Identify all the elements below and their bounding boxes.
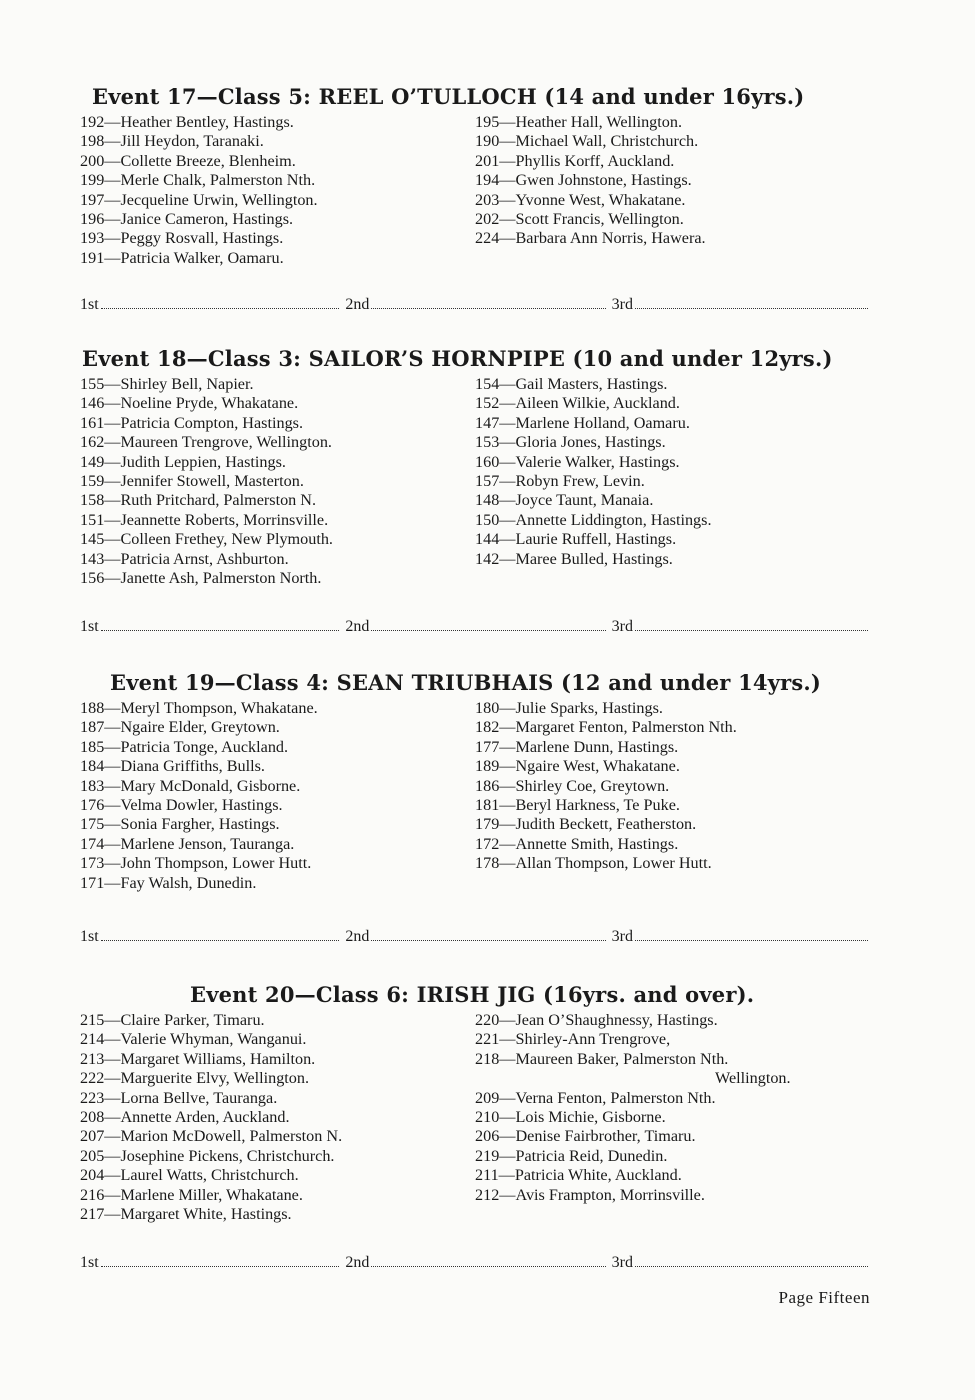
list-item: 152—Aileen Wilkie, Auckland. bbox=[475, 394, 680, 413]
list-item: 215—Claire Parker, Timaru. bbox=[80, 1011, 265, 1029]
list-item: 196—Janice Cameron, Hastings. bbox=[80, 210, 294, 229]
list-item: 214—Valerie Whyman, Wanganui. bbox=[80, 1030, 307, 1049]
list-item: 172—Annette Smith, Hastings. bbox=[475, 834, 679, 853]
event-title: Event 18—Class 3: SAILOR’S HORNPIPE (10 and under 12yrs.) bbox=[82, 346, 833, 371]
entry-columns bbox=[80, 1011, 870, 1224]
list-item: 175—Sonia Fargher, Hastings. bbox=[80, 815, 280, 834]
placing-second: 2nd bbox=[341, 296, 607, 318]
list-item: 178—Allan Thompson, Lower Hutt. bbox=[475, 854, 712, 873]
list-item: 218—Maureen Baker, Palmerston Nth. bbox=[475, 1049, 729, 1068]
placing-second: 2nd bbox=[341, 618, 607, 640]
list-item: 208—Annette Arden, Auckland. bbox=[80, 1108, 290, 1127]
list-item: 173—John Thompson, Lower Hutt. bbox=[80, 854, 312, 873]
list-item: 189—Ngaire West, Whakatane. bbox=[475, 757, 680, 776]
entry-columns bbox=[80, 113, 870, 268]
list-item: 181—Beryl Harkness, Te Puke. bbox=[475, 796, 680, 815]
list-item: 220—Jean O’Shaughnessy, Hastings. bbox=[475, 1011, 718, 1029]
entry-list-left bbox=[80, 1011, 475, 1224]
list-item: 198—Jill Heydon, Taranaki. bbox=[80, 132, 264, 151]
page-number: Page Fifteen bbox=[778, 1288, 870, 1307]
list-item: 210—Lois Michie, Gisborne. bbox=[475, 1108, 666, 1127]
list-item: 150—Annette Liddington, Hastings. bbox=[475, 510, 712, 529]
list-item-continuation: Wellington. bbox=[715, 1069, 791, 1088]
list-item: 159—Jennifer Stowell, Masterton. bbox=[80, 472, 304, 491]
entry-list-right bbox=[475, 699, 870, 893]
list-item: 157—Robyn Frew, Levin. bbox=[475, 472, 645, 491]
placing-first: 1st bbox=[80, 928, 341, 950]
list-item: 147—Marlene Holland, Oamaru. bbox=[475, 413, 690, 432]
list-item: 206—Denise Fairbrother, Timaru. bbox=[475, 1127, 696, 1146]
list-item: 174—Marlene Jenson, Tauranga. bbox=[80, 834, 295, 853]
list-item: 211—Patricia White, Auckland. bbox=[475, 1166, 682, 1185]
list-item: 146—Noeline Pryde, Whakatane. bbox=[80, 394, 299, 413]
list-item: 185—Patricia Tonge, Auckland. bbox=[80, 737, 289, 756]
list-item: 194—Gwen Johnstone, Hastings. bbox=[475, 171, 692, 190]
list-item: 195—Heather Hall, Wellington. bbox=[475, 113, 682, 131]
list-item: 209—Verna Fenton, Palmerston Nth. bbox=[475, 1088, 716, 1107]
list-item: 219—Patricia Reid, Dunedin. bbox=[475, 1146, 668, 1165]
event-title: Event 20—Class 6: IRISH JIG (16yrs. and over). bbox=[190, 982, 755, 1007]
list-item: 223—Lorna Bellve, Tauranga. bbox=[80, 1088, 278, 1107]
list-item: 203—Yvonne West, Whakatane. bbox=[475, 190, 686, 209]
list-item: 191—Patricia Walker, Oamaru. bbox=[80, 248, 284, 267]
event-18 bbox=[80, 346, 870, 635]
list-item: 197—Jecqueline Urwin, Wellington. bbox=[80, 190, 318, 209]
placing-third: 3rd bbox=[608, 1254, 870, 1276]
placings-line bbox=[80, 1254, 870, 1276]
list-item: 182—Margaret Fenton, Palmerston Nth. bbox=[475, 718, 737, 737]
list-item: 221—Shirley-Ann Trengrove, bbox=[475, 1030, 671, 1049]
entry-list-right bbox=[475, 375, 870, 588]
entry-list-right bbox=[475, 113, 870, 268]
list-item: 160—Valerie Walker, Hastings. bbox=[475, 452, 680, 471]
list-item: 154—Gail Masters, Hastings. bbox=[475, 375, 668, 393]
list-item: 153—Gloria Jones, Hastings. bbox=[475, 433, 666, 452]
list-item: 143—Patricia Arnst, Ashburton. bbox=[80, 549, 289, 568]
list-item: 180—Julie Sparks, Hastings. bbox=[475, 699, 663, 717]
placing-first: 1st bbox=[80, 1254, 341, 1276]
list-item: 188—Meryl Thompson, Whakatane. bbox=[80, 699, 318, 717]
list-item: 204—Laurel Watts, Christchurch. bbox=[80, 1166, 299, 1185]
list-item: 224—Barbara Ann Norris, Hawera. bbox=[475, 229, 706, 248]
entry-list-left bbox=[80, 375, 475, 588]
list-item: 187—Ngaire Elder, Greytown. bbox=[80, 718, 280, 737]
list-item: 144—Laurie Ruffell, Hastings. bbox=[475, 530, 677, 549]
placing-third: 3rd bbox=[608, 296, 870, 318]
list-item: 186—Shirley Coe, Greytown. bbox=[475, 776, 670, 795]
event-19 bbox=[80, 670, 870, 945]
list-item: 222—Marguerite Elvy, Wellington. bbox=[80, 1069, 310, 1088]
list-item: 216—Marlene Miller, Whakatane. bbox=[80, 1185, 303, 1204]
placing-first: 1st bbox=[80, 296, 341, 318]
list-item: 176—Velma Dowler, Hastings. bbox=[80, 796, 283, 815]
placing-third: 3rd bbox=[608, 928, 870, 950]
list-item: 156—Janette Ash, Palmerston North. bbox=[80, 569, 322, 588]
list-item: 199—Merle Chalk, Palmerston Nth. bbox=[80, 171, 316, 190]
placing-second: 2nd bbox=[341, 928, 607, 950]
list-item: 190—Michael Wall, Christchurch. bbox=[475, 132, 699, 151]
entry-list-left bbox=[80, 699, 475, 893]
event-17 bbox=[80, 84, 870, 313]
list-item: 162—Maureen Trengrove, Wellington. bbox=[80, 433, 332, 452]
list-item: 207—Marion McDowell, Palmerston N. bbox=[80, 1127, 343, 1146]
list-item: 145—Colleen Frethey, New Plymouth. bbox=[80, 530, 333, 549]
list-item: 148—Joyce Taunt, Manaia. bbox=[475, 491, 654, 510]
placings-line bbox=[80, 618, 870, 640]
list-item: 201—Phyllis Korff, Auckland. bbox=[475, 151, 675, 170]
entry-list-right bbox=[475, 1011, 870, 1224]
list-item: 183—Mary McDonald, Gisborne. bbox=[80, 776, 301, 795]
event-20 bbox=[80, 982, 870, 1271]
list-item: 200—Collette Breeze, Blenheim. bbox=[80, 151, 296, 170]
list-item: 177—Marlene Dunn, Hastings. bbox=[475, 737, 679, 756]
list-item: 155—Shirley Bell, Napier. bbox=[80, 375, 254, 393]
placings-line bbox=[80, 928, 870, 950]
placings-line bbox=[80, 296, 870, 318]
list-item: 142—Maree Bulled, Hastings. bbox=[475, 549, 673, 568]
list-item: 193—Peggy Rosvall, Hastings. bbox=[80, 229, 284, 248]
list-item: 202—Scott Francis, Wellington. bbox=[475, 210, 684, 229]
entry-list-left bbox=[80, 113, 475, 268]
placing-second: 2nd bbox=[341, 1254, 607, 1276]
list-item: 213—Margaret Williams, Hamilton. bbox=[80, 1049, 316, 1068]
entry-columns bbox=[80, 699, 870, 893]
list-item: 161—Patricia Compton, Hastings. bbox=[80, 413, 304, 432]
list-item: 205—Josephine Pickens, Christchurch. bbox=[80, 1146, 335, 1165]
list-item: 184—Diana Griffiths, Bulls. bbox=[80, 757, 265, 776]
placing-third: 3rd bbox=[608, 618, 870, 640]
list-item: 151—Jeannette Roberts, Morrinsville. bbox=[80, 510, 329, 529]
list-item: 158—Ruth Pritchard, Palmerston N. bbox=[80, 491, 317, 510]
event-title: Event 17—Class 5: REEL O’TULLOCH (14 and under 16yrs.) bbox=[92, 84, 805, 109]
list-item: 212—Avis Frampton, Morrinsville. bbox=[475, 1185, 705, 1204]
list-item: 171—Fay Walsh, Dunedin. bbox=[80, 873, 257, 892]
event-title: Event 19—Class 4: SEAN TRIUBHAIS (12 and under 14yrs.) bbox=[110, 670, 822, 695]
list-item: 217—Margaret White, Hastings. bbox=[80, 1205, 292, 1224]
list-item: 179—Judith Beckett, Featherston. bbox=[475, 815, 697, 834]
list-item: 149—Judith Leppien, Hastings. bbox=[80, 452, 286, 471]
list-item: 192—Heather Bentley, Hastings. bbox=[80, 113, 294, 131]
entry-columns bbox=[80, 375, 870, 588]
placing-first: 1st bbox=[80, 618, 341, 640]
